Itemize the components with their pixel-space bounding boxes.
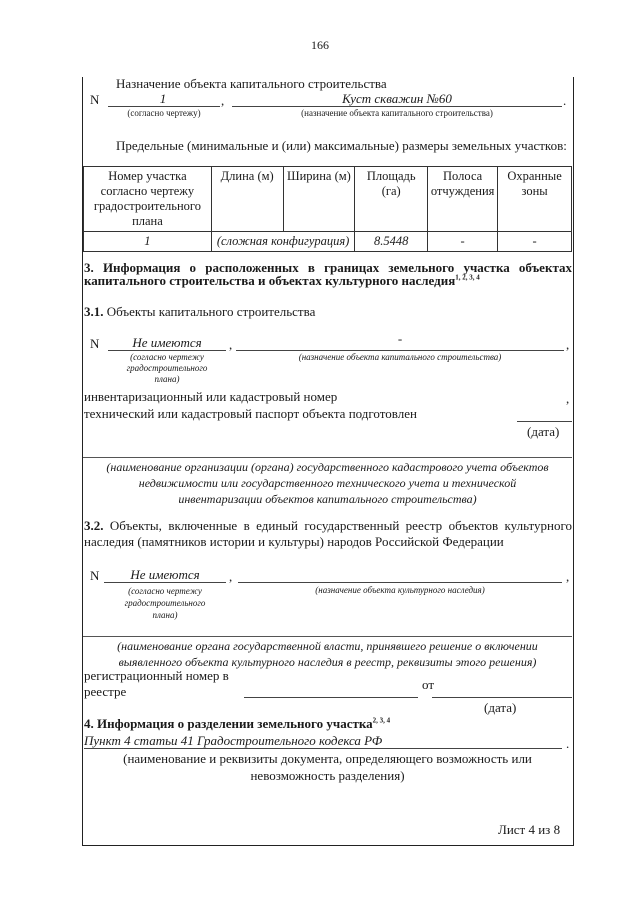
caption-line: градостроительного bbox=[124, 598, 206, 608]
section32-n-label: N bbox=[90, 568, 100, 583]
section32-title-line2: наследия (памятников истории и культуры) народов Российской Федерации bbox=[84, 534, 504, 549]
section4-caption bbox=[83, 750, 572, 784]
section3-title-line1: 3. Информация о расположенных в границах земельного участка объектах bbox=[84, 260, 572, 275]
caption-line: инвентаризации объектов капитального строительства) bbox=[178, 492, 477, 506]
reg-number-underline bbox=[244, 697, 418, 698]
section3-title-line2 bbox=[84, 273, 480, 289]
cell-zones: - bbox=[498, 232, 572, 252]
org-caption bbox=[83, 459, 572, 507]
section4-value: Пункт 4 статьи 41 Градостроительного кодекса РФ bbox=[84, 733, 383, 748]
section32-number-underline bbox=[104, 582, 226, 583]
page-number: 166 bbox=[311, 38, 329, 52]
sheet-label: Лист 4 из 8 bbox=[498, 822, 561, 837]
cell-area: 8.5448 bbox=[355, 232, 428, 252]
section32-title-line1 bbox=[84, 518, 572, 534]
purpose-underline bbox=[232, 106, 562, 107]
header-length: Длина (м) bbox=[211, 167, 283, 232]
section32-purpose-caption: (назначение объекта культурного наследия) bbox=[315, 585, 485, 595]
caption-line: (наименование организации (органа) государственного кадастрового учета объектов bbox=[106, 460, 549, 474]
caption-line: недвижимости или государственного технического учета и технической bbox=[138, 476, 517, 490]
period: . bbox=[566, 736, 570, 751]
section32-purpose-underline bbox=[238, 582, 562, 583]
header-plot-number: Номер участка согласно чертежу градостроительного плана bbox=[84, 167, 212, 232]
section31-purpose-underline bbox=[236, 350, 564, 351]
section32-number-caption bbox=[104, 585, 226, 621]
section3-footnote-refs: 1, 2, 3, 4 bbox=[455, 273, 480, 282]
section4-title-text: 4. Информация о разделении земельного участка bbox=[84, 716, 373, 731]
section31-number-value: Не имеются bbox=[132, 335, 202, 350]
plot-number-underline bbox=[108, 106, 220, 107]
caption-line: невозможность разделения) bbox=[250, 768, 405, 783]
purpose-caption: (назначение объекта капитального строительства) bbox=[301, 108, 493, 118]
reg-number-label-line1: регистрационный номер в bbox=[84, 668, 229, 683]
header-protection-zones: Охранные зоны bbox=[498, 167, 572, 232]
period: . bbox=[563, 93, 567, 108]
reg-number-label-line2: реестре bbox=[84, 684, 127, 699]
reg-date-caption: (дата) bbox=[484, 700, 517, 715]
section4-underline bbox=[84, 748, 562, 749]
plot-number-caption: (согласно чертежу) bbox=[127, 108, 201, 118]
section31-title-text: Объекты капитального строительства bbox=[106, 304, 316, 319]
passport-date-caption: (дата) bbox=[527, 424, 560, 439]
section31-number-caption bbox=[108, 352, 226, 385]
from-label: от bbox=[422, 677, 435, 692]
section31-title bbox=[84, 304, 315, 320]
plots-table bbox=[83, 166, 572, 252]
purpose-value: Куст скважин №60 bbox=[342, 91, 452, 106]
section32-number: 3.2. bbox=[84, 518, 104, 533]
comma: , bbox=[566, 337, 570, 352]
limits-heading: Предельные (минимальные и (или) максимальные) размеры земельных участков: bbox=[116, 138, 567, 153]
comma: , bbox=[229, 337, 233, 352]
comma: , bbox=[566, 569, 570, 584]
section4-title bbox=[84, 716, 390, 732]
caption-line: плана) bbox=[154, 374, 180, 384]
authority-underline bbox=[83, 636, 572, 637]
table-row bbox=[84, 232, 572, 252]
section32-number-value: Не имеются bbox=[130, 567, 200, 582]
caption-line: плана) bbox=[152, 610, 178, 620]
section31-n-label: N bbox=[90, 336, 100, 351]
caption-line: градостроительного bbox=[126, 363, 208, 373]
authority-caption bbox=[83, 638, 572, 670]
section31-purpose-caption: (назначение объекта капитального строительства) bbox=[298, 352, 502, 362]
plot-number-value: 1 bbox=[159, 91, 167, 106]
section4-footnote-refs: 2, 3, 4 bbox=[372, 716, 391, 725]
header-alienation-strip: Полоса отчуждения bbox=[428, 167, 498, 232]
caption-line: (наименование органа государственной власти, принявшего решение о включении bbox=[117, 639, 538, 653]
section31-number: 3.1. bbox=[84, 304, 104, 319]
caption-line: (согласно чертежу bbox=[128, 586, 202, 596]
comma: , bbox=[229, 569, 233, 584]
caption-line: (наименование и реквизиты документа, определяющего возможность или bbox=[123, 751, 532, 766]
inventory-number-label: инвентаризационный или кадастровый номер bbox=[84, 389, 338, 404]
cell-dimensions: (сложная конфигурация) bbox=[211, 232, 354, 252]
section31-number-underline bbox=[108, 350, 226, 351]
org-underline bbox=[83, 457, 572, 458]
header-width: Ширина (м) bbox=[283, 167, 355, 232]
caption-line: выявленного объекта культурного наследия в реестр, реквизиты этого решения) bbox=[118, 655, 537, 669]
passport-date-underline bbox=[517, 421, 572, 422]
section31-purpose-value: - bbox=[397, 331, 403, 346]
comma: , bbox=[566, 391, 570, 406]
header-area: Площадь (га) bbox=[355, 167, 428, 232]
cell-plot-number: 1 bbox=[84, 232, 212, 252]
caption-line: (согласно чертежу bbox=[130, 352, 204, 362]
reg-date-underline bbox=[432, 697, 572, 698]
section3-title-text: капитального строительства и объектах культурного наследия bbox=[84, 273, 456, 288]
section32-title-text: Объекты, включенные в единый государственный реестр объектов культурного bbox=[109, 518, 573, 533]
passport-label: технический или кадастровый паспорт объекта подготовлен bbox=[84, 406, 417, 421]
n-label: N bbox=[90, 92, 100, 107]
cell-alienation: - bbox=[428, 232, 498, 252]
purpose-heading: Назначение объекта капитального строительства bbox=[116, 76, 387, 91]
comma: , bbox=[221, 93, 225, 108]
